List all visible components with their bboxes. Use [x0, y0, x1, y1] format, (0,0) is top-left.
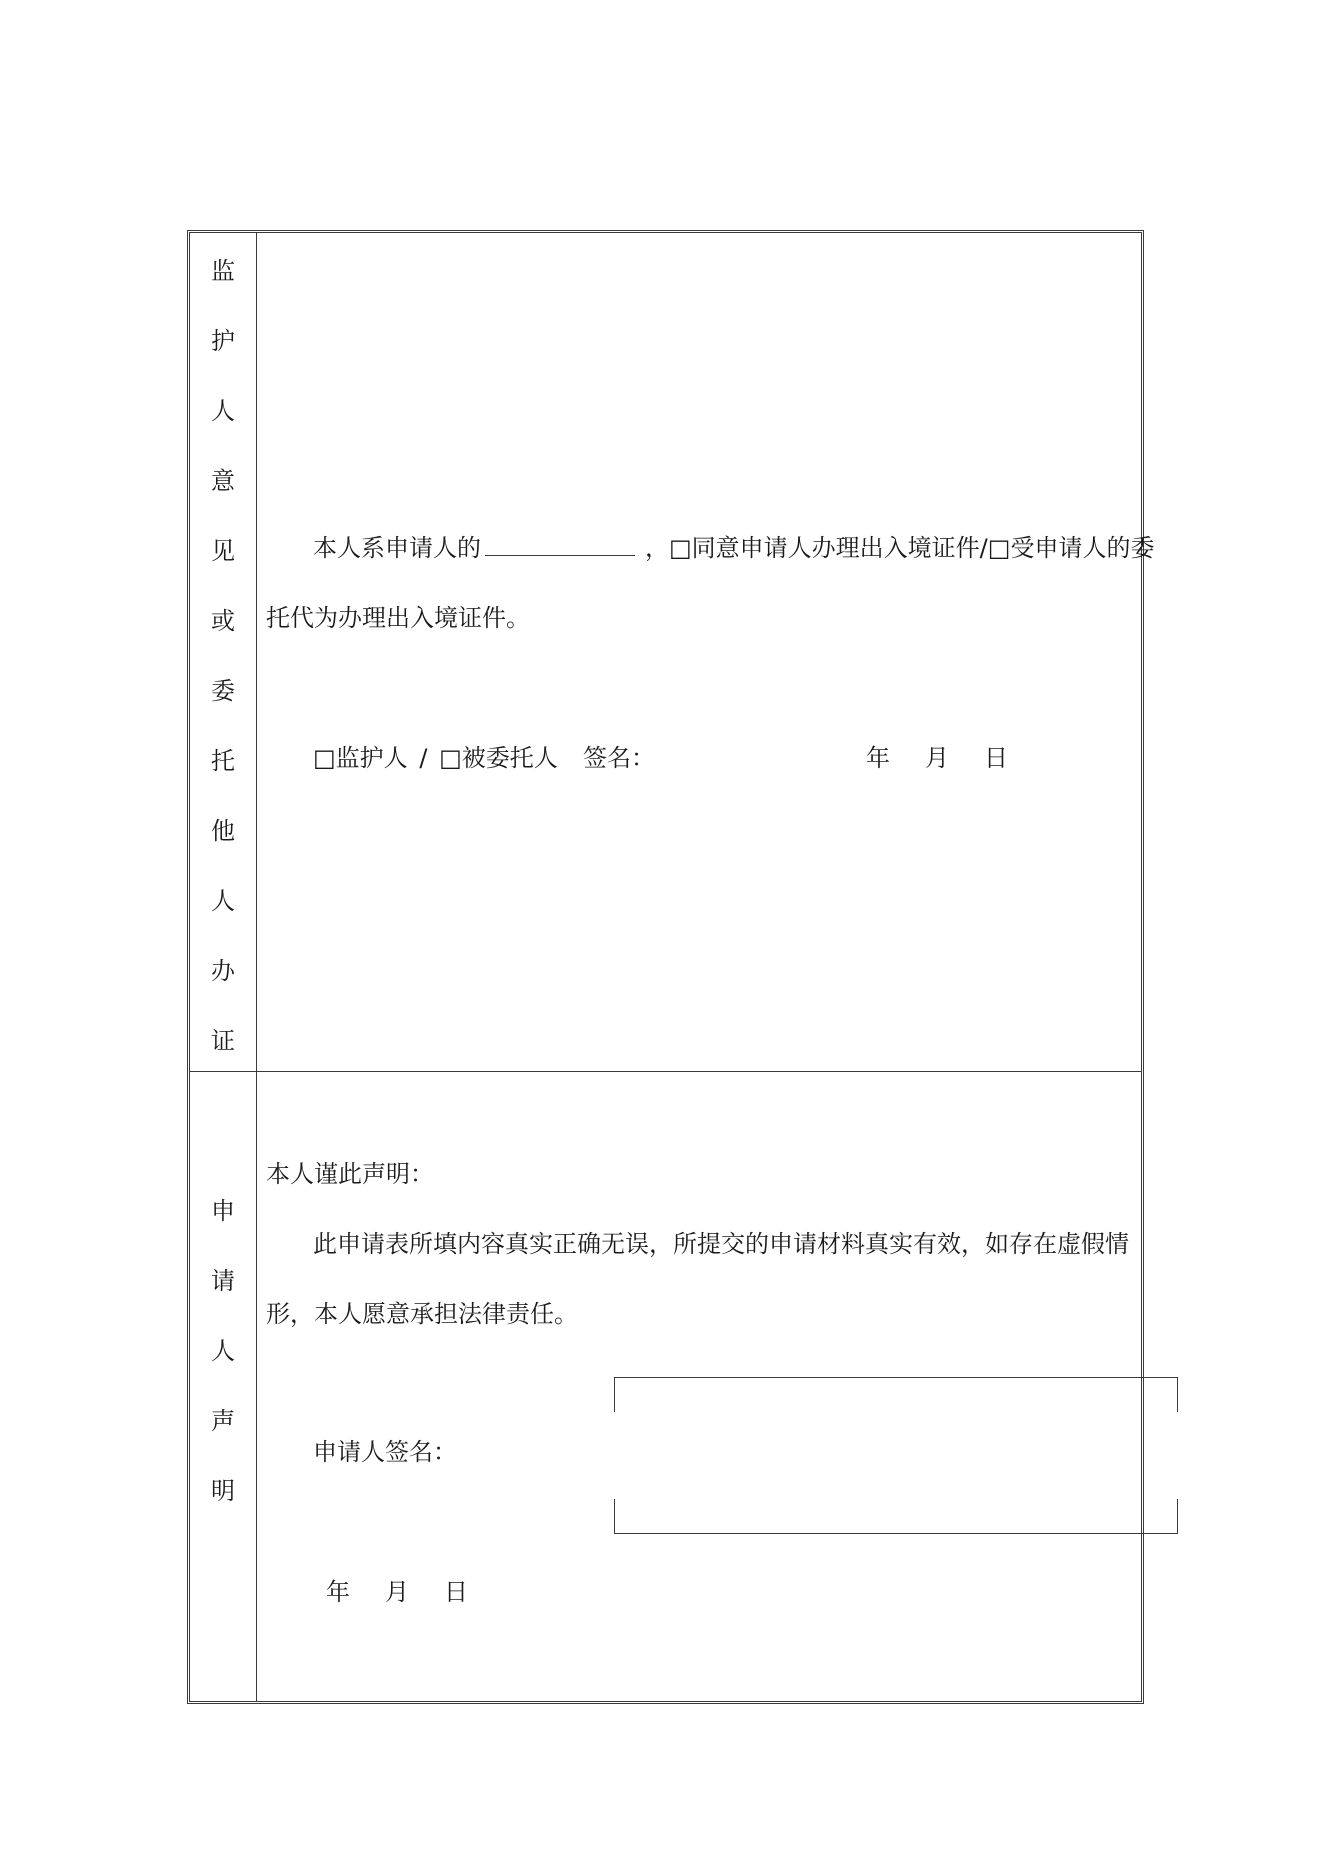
guardian-label-char: 意	[211, 467, 235, 495]
applicant-date-month: 月	[385, 1578, 409, 1606]
statement-option-consent: ，□同意申请人办理出入境证件/	[645, 534, 988, 562]
relationship-input[interactable]	[485, 537, 635, 556]
guardian-sign-label: 签名：	[583, 744, 655, 772]
signature-box-corner	[614, 1378, 615, 1412]
applicant-date-day: 日	[444, 1578, 468, 1606]
guardian-date-month: 月	[925, 744, 949, 772]
guardian-checkbox-label[interactable]: □监护人	[313, 744, 408, 772]
guardian-sign-roles	[313, 743, 558, 773]
declaration-heading: 本人谨此声明：	[266, 1160, 434, 1188]
statement-option-entrust: □受申请人的委	[987, 534, 1155, 562]
applicant-label-char: 申	[211, 1197, 235, 1225]
guardian-date-year: 年	[866, 744, 890, 772]
applicant-label-char: 声	[211, 1407, 235, 1435]
guardian-label-char: 办	[211, 957, 235, 985]
signature-box-corner	[1177, 1378, 1178, 1412]
guardian-label-char: 护	[211, 327, 235, 355]
guardian-label-char: 监	[211, 257, 235, 285]
guardian-label-char: 委	[211, 677, 235, 705]
applicant-sign-label: 申请人签名：	[313, 1438, 457, 1466]
guardian-label-char: 人	[211, 887, 235, 915]
guardian-statement-line1	[313, 533, 1154, 563]
row-divider	[190, 1071, 1141, 1072]
guardian-label-char: 人	[211, 397, 235, 425]
declaration-line1: 此申请表所填内容真实正确无误，所提交的申请材料真实有效，如存在虚假情	[313, 1230, 1129, 1258]
role-separator: /	[419, 744, 428, 772]
declaration-line2: 形，本人愿意承担法律责任。	[266, 1300, 578, 1328]
applicant-label-char: 请	[211, 1267, 235, 1295]
signature-box-corner	[614, 1499, 615, 1533]
statement-prefix: 本人系申请人的	[313, 534, 481, 562]
guardian-statement-line2: 托代为办理出入境证件。	[266, 604, 530, 632]
applicant-signature-box[interactable]	[614, 1377, 1178, 1534]
guardian-date-day: 日	[984, 744, 1008, 772]
guardian-label-char: 他	[211, 817, 235, 845]
signature-box-corner	[1177, 1499, 1178, 1533]
column-divider	[256, 233, 257, 1701]
guardian-label-char: 见	[211, 537, 235, 565]
applicant-label-char: 人	[211, 1337, 235, 1365]
applicant-date-year: 年	[326, 1578, 350, 1606]
guardian-label-char: 证	[211, 1027, 235, 1055]
guardian-label-char: 托	[211, 747, 235, 775]
applicant-label-char: 明	[211, 1477, 235, 1505]
entrusted-checkbox-label[interactable]: □被委托人	[439, 744, 558, 772]
guardian-label-char: 或	[211, 607, 235, 635]
